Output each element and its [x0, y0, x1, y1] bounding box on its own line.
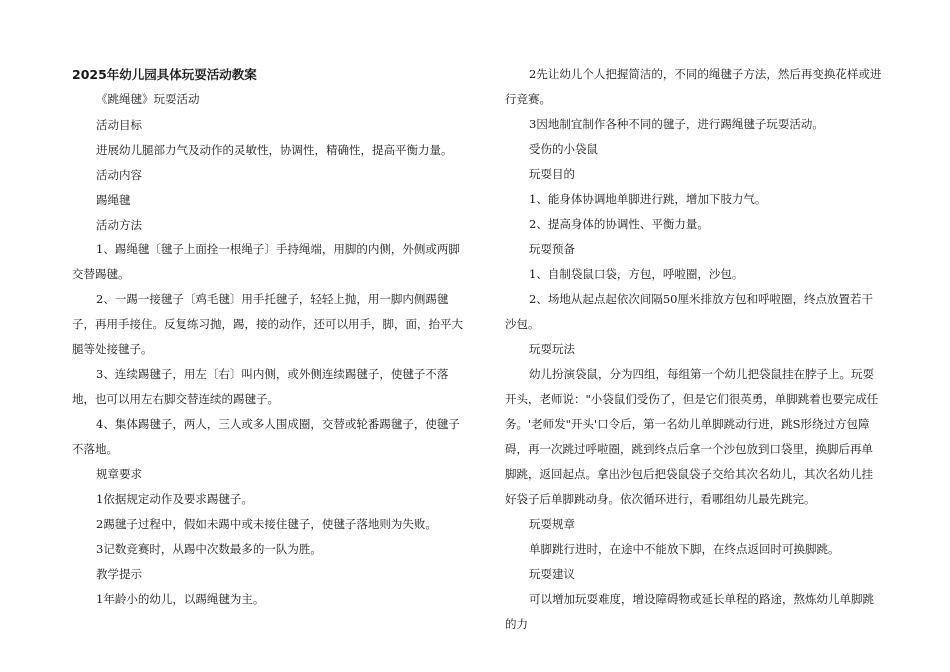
heading-game-purpose: 玩耍目的 — [529, 167, 575, 181]
heading-game-rules: 玩耍规章 — [529, 517, 575, 531]
heading-teaching-tips: 教学提示 — [96, 567, 142, 581]
paragraph-tip-1: 1年龄小的幼儿，以踢绳毽为主。 — [96, 592, 265, 606]
paragraph-preparation-2: 2、场地从起点起依次间隔50厘米排放方包和呼啦圈，终点放置若干沙包。 — [505, 292, 873, 331]
paragraph-method-4: 4、集体踢毽子，两人，三人或多人围成圈，交替或轮番踢毽子，使毽子不落地。 — [72, 417, 460, 456]
heading-activity-goal: 活动目标 — [96, 118, 142, 132]
paragraph-activity-goal: 进展幼儿腿部力气及动作的灵敏性，协调性，精确性，提高平衡力量。 — [96, 143, 453, 157]
paragraph-activity-name: 《跳绳毽》玩耍活动 — [96, 92, 200, 106]
heading-game-preparation: 玩耍预备 — [529, 242, 575, 256]
paragraph-method-2: 2、一踢一接毽子〔鸡毛毽〕用手托毽子，轻轻上抛，用一脚内侧踢毽子，再用手接住。反复练习抛，踢，接的动作，还可以用手，脚，面，抬平大腿等处接毽子。 — [72, 292, 463, 356]
heading-game-title: 受伤的小袋鼠 — [529, 142, 598, 156]
paragraph-tip-2: 2先让幼儿个人把握简洁的，不同的绳毽子方法，然后再变换花样或进行竞赛。 — [505, 67, 882, 106]
paragraph-rule-1: 1依据规定动作及要求踢毽子。 — [96, 492, 253, 506]
heading-activity-method: 活动方法 — [96, 218, 142, 232]
paragraph-purpose-1: 1、能身体协调地单脚进行跳，增加下肢力气。 — [529, 192, 767, 206]
paragraph-method-1: 1、踢绳毽〔毽子上面拴一根绳子〕手持绳端，用脚的内侧，外侧或两脚交替踢毽。 — [72, 242, 460, 281]
heading-activity-content: 活动内容 — [96, 168, 142, 182]
paragraph-tip-3: 3因地制宜制作各种不同的毽子，进行踢绳毽子玩耍活动。 — [529, 117, 824, 131]
paragraph-purpose-2: 2、提高身体的协调性、平衡力量。 — [529, 217, 709, 231]
document-title: 2025年幼儿园具体玩耍活动教案 — [72, 67, 257, 82]
paragraph-activity-content: 踢绳毽 — [96, 193, 131, 207]
heading-game-play: 玩耍玩法 — [529, 342, 575, 356]
heading-rules: 规章要求 — [96, 467, 142, 481]
paragraph-preparation-1: 1、自制袋鼠口袋，方包，呼啦圈，沙包。 — [529, 267, 744, 281]
paragraph-game-rules: 单脚跳行进时，在途中不能放下脚，在终点返回时可换脚跳。 — [529, 542, 840, 556]
paragraph-rule-2: 2踢毽子过程中，假如未踢中或未接住毽子，使毽子落地则为失败。 — [96, 517, 437, 531]
paragraph-method-3: 3、连续踢毽子，用左〔右〕叫内侧，或外侧连续踢毽子，使毽子不落地，也可以用左右脚交替连续的踢毽子。 — [72, 367, 449, 406]
heading-game-suggestions: 玩耍建议 — [529, 567, 575, 581]
paragraph-game-suggestions: 可以增加玩耍难度，增设障碍物或延长单程的路途，熬炼幼儿单脚跳的力 — [505, 592, 874, 631]
paragraph-rule-3: 3记数竞赛时，从踢中次数最多的一队为胜。 — [96, 542, 322, 556]
paragraph-game-play: 幼儿扮演袋鼠，分为四组，每组第一个幼儿把袋鼠挂在脖子上。玩耍开头，老师说："小袋鼠们受伤了，但是它们很英勇，单脚跳着也要完成任务。'老师发"开头'口令后，第一名幼儿单脚跳动行进，跳S形绕过方包障碍，再一次跳过呼啦圈，跳到终点后拿一个沙包放到口袋里，换脚后再单脚跳，返回起点。拿出沙包后把袋鼠袋子交给其次名幼儿，其次名幼儿挂好袋子后单脚跳动身。依次循环进行，看哪组幼儿最先跳完。 — [505, 367, 879, 506]
